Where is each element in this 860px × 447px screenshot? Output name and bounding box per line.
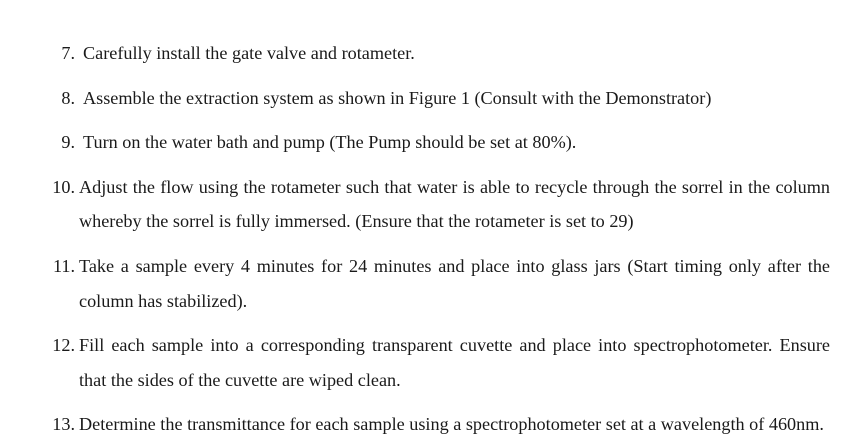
- list-item-step-13: [38, 407, 830, 442]
- procedure-steps-list: [38, 36, 830, 442]
- step-text: Fill each sample into a corresponding transparent cuvette and place into spectrophotometer. Ensure that the sides of the cuvette are wiped clean.: [79, 335, 830, 390]
- step-number: 8.: [61, 87, 75, 108]
- list-item-step-12: [38, 328, 830, 397]
- step-text: Adjust the flow using the rotameter such that water is able to recycle through the sorrel in the column whereby the sorrel is fully immersed. (Ensure that the rotameter is set to 29): [79, 176, 830, 232]
- step-text: Determine the transmittance for each sample using a spectrophotometer set at a wavelength of 460nm.: [79, 414, 824, 435]
- list-item-step-7: [38, 36, 830, 71]
- list-item-step-10: [38, 170, 830, 239]
- step-text: Carefully install the gate valve and rotameter.: [83, 43, 415, 63]
- step-number: 7.: [61, 43, 75, 63]
- step-number: 9.: [61, 132, 75, 153]
- step-text: Assemble the extraction system as shown in Figure 1 (Consult with the Demonstrator): [83, 87, 712, 108]
- list-item-step-8: [38, 81, 830, 116]
- step-number: 13.: [52, 414, 75, 435]
- list-item-step-9: [38, 125, 830, 160]
- step-number: 12.: [52, 335, 75, 356]
- step-number: 10.: [52, 176, 75, 197]
- step-text: Take a sample every 4 minutes for 24 minutes and place into glass jars (Start timing only after the column has stabilized).: [79, 255, 830, 311]
- list-item-step-11: [38, 249, 830, 318]
- step-number: 11.: [52, 255, 75, 276]
- step-text: Turn on the water bath and pump (The Pump should be set at 80%).: [83, 132, 577, 153]
